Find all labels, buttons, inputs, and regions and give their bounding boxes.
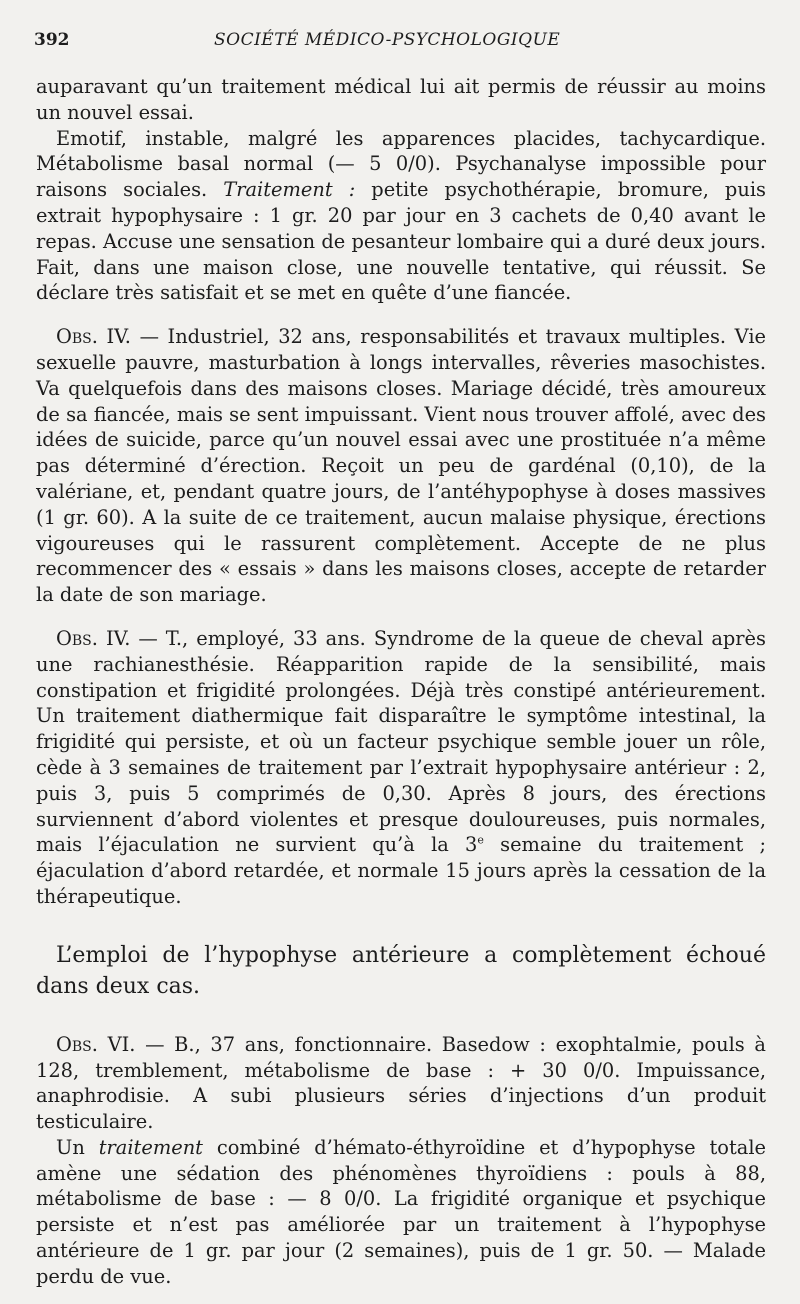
emphasis-text: traitement [98, 1135, 203, 1159]
text-span: semaine du traitement ; éjaculation d’abord retardée, et normale 15 jours après la cessation de la thérapeutique. [36, 833, 766, 908]
obs-label: Obs. IV. [56, 325, 131, 349]
paragraph-continuation: auparavant qu’un traitement médical lui ait permis de réussir au moins un nouvel essai. [36, 75, 766, 124]
text-span: Un [56, 1135, 85, 1159]
page-number: 392 [34, 30, 70, 50]
paragraph-obs-iv-b [36, 626, 766, 910]
emphasis-text: Traitement : [223, 178, 356, 202]
paragraph-obs-vi-treatment [36, 1135, 766, 1290]
obs-label: Obs. VI. [56, 1032, 136, 1056]
paragraph-case-3-treatment [36, 126, 766, 307]
obs-label: Obs. IV. [56, 626, 131, 650]
text-span: Emotif, instable, malgré les apparences placides, tachycardique. Métabolisme basal normal (— 5 0/0). Psychanalyse impossible pour raisons sociales. [36, 126, 766, 202]
paragraph-obs-iv [36, 324, 766, 608]
text-span: combiné d’hémato-éthyroïdine et d’hypophyse totale amène une sédation des phénomènes thyroïdiens : pouls à 88, métabolisme de base : — 8 0/0. La frigidité organique et psychique persiste et n’est pas améliorée par un traitement à l’hypophyse antérieure de 1 gr. par jour (2 semaines), puis de 1 gr. 50. — Malade perdu de vue. [36, 1135, 766, 1288]
section-statement: L’emploi de l’hypophyse antérieure a complètement échoué dans deux cas. [36, 942, 766, 999]
text-span: — Industriel, 32 ans, responsabilités et travaux multiples. Vie sexuelle pauvre, masturbation à longs intervalles, rêveries masochistes. Va quelquefois dans des maisons closes. Mariage décidé, très amoureux de sa fiancée, mais se sent impuissant. Vient nous trouver affolé, avec des idées de suicide, parce qu’un nouvel essai avec une prostituée n’a même pas déterminé d’érection. Reçoit un peu de gardénal (0,10), de la valériane, et, pendant quatre jours, de l’antéhypophyse à doses massives (1 gr. 60). A la suite de ce traitement, aucun malaise physique, érections vigoureuses qui le rassurent complètement. Accepte de ne plus recommencer des « essais » dans les maisons closes, accepte de retarder la date de son mariage. [36, 325, 767, 607]
running-title: SOCIÉTÉ MÉDICO-PSYCHOLOGIQUE [214, 30, 561, 50]
page-body [36, 74, 766, 1290]
text-span: — T., employé, 33 ans. Syndrome de la queue de cheval après une rachianesthésie. Réapparition rapide de la sensibilité, mais constipation et frigidité prolongées. Déjà très constipé antérieurement. Un traitement diathermique fait disparaître le symptôme intestinal, la frigidité qui persiste, et où un facteur psychique semble jouer un rôle, cède à 3 semaines de traitement par l’extrait hypophysaire antérieur : 2, puis 3, puis 5 comprimés de 0,30. Après 8 jours, des érections surviennent d’abord violentes et presque douloureuses, puis normales, mais l’éjaculation ne survient qu’à la 3 [36, 626, 766, 857]
page-header [34, 30, 764, 54]
text-span: petite psychothérapie, bromure, puis extrait hypophysaire : 1 gr. 20 par jour en 3 cachets de 0,40 avant le repas. Accuse une sensation de pesanteur lombaire qui a duré deux jours. Fait, dans une maison close, une nouvelle tentative, qui réussit. Se déclare très satisfait et se met en quête d’une fiancée. [36, 178, 766, 305]
superscript: e [477, 833, 484, 847]
paragraph-obs-vi [36, 1032, 766, 1135]
text-span: — B., 37 ans, fonctionnaire. Basedow : exophtalmie, pouls à 128, tremblement, métabolisme de base : + 30 0/0. Impuissance, anaphrodisie. A subi plusieurs séries d’injections d’un produit testiculaire. [36, 1032, 766, 1134]
